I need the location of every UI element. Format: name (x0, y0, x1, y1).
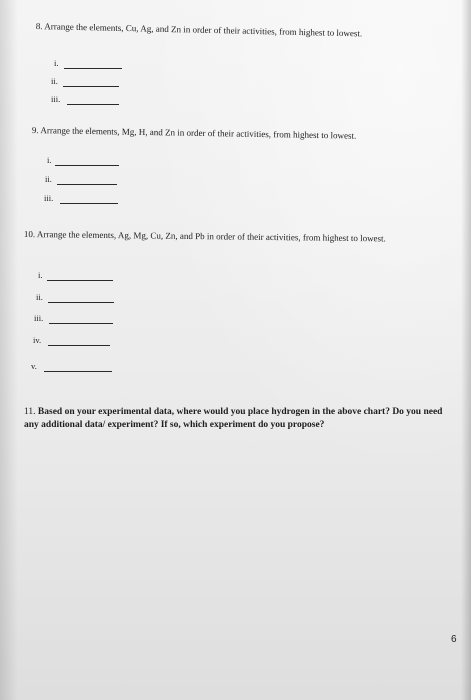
question-10-answer-5[interactable] (31, 361, 37, 372)
answer-blank[interactable] (60, 203, 118, 204)
question-8-answer-1[interactable] (54, 58, 59, 69)
answer-numeral: i. (38, 270, 43, 280)
question-10-number: 10. (23, 228, 36, 240)
page-shadow (0, 0, 18, 700)
answer-numeral: ii. (36, 292, 43, 302)
answer-numeral: i. (54, 58, 59, 68)
answer-blank[interactable] (47, 280, 113, 281)
answer-numeral: iv. (33, 335, 42, 345)
question-10-answer-1[interactable] (38, 270, 43, 281)
question-11-text: Based on your experimental data, where would you place hydrogen in the above chart? Do you need any additional data/ experiment? If so, which experiment do you propose? (24, 407, 443, 430)
question-10 (24, 228, 434, 245)
answer-blank[interactable] (55, 165, 119, 166)
question-8-answer-3[interactable] (51, 94, 60, 105)
answer-numeral: v. (31, 361, 37, 371)
page-edge (461, 0, 471, 700)
question-9-text: Arrange the elements, Mg, H, and Zn in order of their activities, from highest to lowest. (40, 125, 357, 141)
answer-numeral: i. (47, 155, 52, 165)
question-11 (24, 406, 444, 431)
answer-blank[interactable] (49, 323, 113, 324)
question-9-answer-1[interactable] (47, 155, 52, 166)
answer-numeral: iii. (34, 313, 44, 323)
question-11-number: 11. (24, 407, 36, 417)
question-10-answer-4[interactable] (33, 335, 41, 346)
answer-blank[interactable] (48, 302, 114, 303)
answer-blank[interactable] (64, 68, 122, 69)
answer-blank[interactable] (48, 345, 110, 346)
question-8-number: 8. (35, 20, 43, 32)
answer-numeral: ii. (51, 76, 58, 86)
answer-blank[interactable] (57, 184, 117, 185)
question-8-text: Arrange the elements, Cu, Ag, and Zn in order of their activities, from highest to lowest. (44, 21, 363, 39)
question-8 (36, 20, 363, 39)
question-9-answer-3[interactable] (44, 193, 53, 204)
answer-blank[interactable] (67, 104, 119, 105)
question-10-text: Arrange the elements, Ag, Mg, Cu, Zn, and Pb in order of their activities, from highest to lowest. (36, 229, 386, 244)
question-10-answer-3[interactable] (34, 313, 43, 324)
page-number: 6 (451, 634, 457, 645)
question-9-answer-2[interactable] (45, 174, 52, 185)
question-9-number: 9. (31, 124, 39, 136)
answer-numeral: iii. (51, 94, 61, 104)
answer-numeral: ii. (45, 174, 52, 184)
answer-blank[interactable] (44, 371, 112, 372)
question-8-answer-2[interactable] (51, 76, 58, 87)
answer-numeral: iii. (44, 193, 54, 203)
question-10-answer-2[interactable] (36, 292, 43, 303)
answer-blank[interactable] (63, 86, 119, 87)
question-9 (32, 124, 357, 142)
